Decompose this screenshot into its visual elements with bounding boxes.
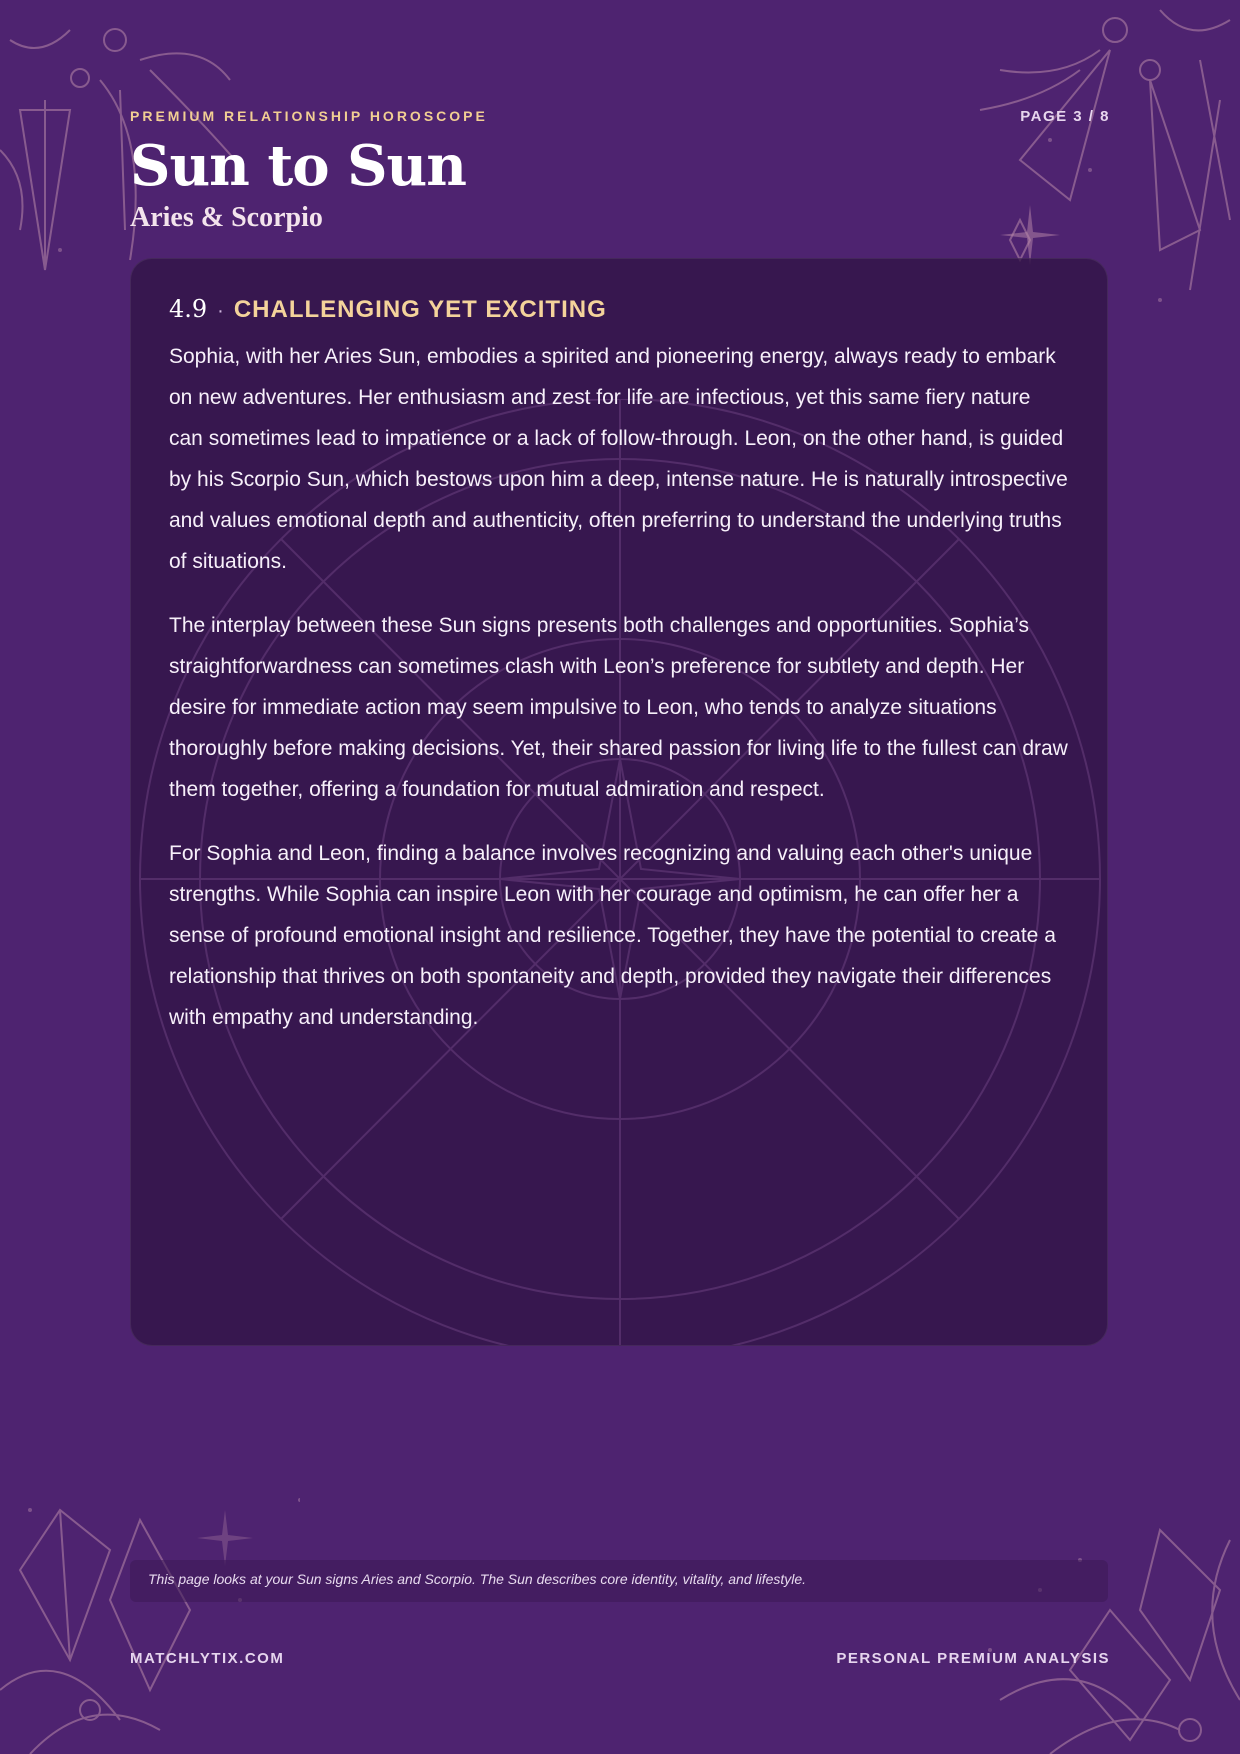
crescent-moon-icon bbox=[1160, 10, 1230, 30]
page-footnote: This page looks at your Sun signs Aries and Scorpio. The Sun describes core identity, vitality, and lifestyle. bbox=[130, 1560, 1108, 1602]
analysis-card bbox=[130, 258, 1108, 1346]
heading-separator: · bbox=[217, 300, 224, 322]
analysis-paragraph-2: The interplay between these Sun signs presents both challenges and opportunities. Sophia’s straightforwardness can sometimes clash with Leon’s preference for subtlety and depth. Her desire for immediate action may seem impulsive to Leon, who tends to analyze situations thoroughly before making decisions. Yet, their shared passion for living life to the fullest can draw them together, offering a foundation for mutual admiration and respect. bbox=[169, 614, 1068, 801]
analysis-paragraph-3: For Sophia and Leon, finding a balance involves recognizing and valuing each other's unique strengths. While Sophia can inspire Leon with her courage and optimism, he can offer her a sense of profound emotional insight and resilience. Together, they have the potential to create a relationship that thrives on both spontaneity and depth, provided they navigate their differences with empathy and understanding. bbox=[169, 842, 1056, 1029]
page-header bbox=[130, 108, 1110, 234]
sparkle-star-icon bbox=[197, 1510, 253, 1566]
bottom-right-crystal-ornament bbox=[960, 1500, 1240, 1754]
bottom-left-crystal-ornament bbox=[0, 1490, 300, 1754]
page-title: Sun to Sun bbox=[130, 133, 466, 199]
compatibility-heading bbox=[169, 295, 1069, 324]
analysis-paragraph-1: Sophia, with her Aries Sun, embodies a spirited and pioneering energy, always ready to embark on new adventures. Her enthusiasm and zest for life are infectious, yet this same fiery nature can sometimes lead to impatience or a lack of follow-through. Leon, on the other hand, is guided by his Scorpio Sun, which bestows upon him a deep, intense nature. He is naturally introspective and values emotional depth and authenticity, often preferring to understand the underlying truths of situations. bbox=[169, 345, 1068, 573]
compatibility-verdict: CHALLENGING YET EXCITING bbox=[233, 296, 607, 323]
page-indicator: PAGE 3 / 8 bbox=[1020, 108, 1110, 125]
footer-tagline: PERSONAL PREMIUM ANALYSIS bbox=[836, 1650, 1110, 1667]
crescent-moon-icon bbox=[10, 30, 70, 48]
page-subtitle: Aries & Scorpio bbox=[130, 202, 323, 234]
report-eyebrow: PREMIUM RELATIONSHIP HOROSCOPE bbox=[130, 108, 488, 124]
compatibility-score: 4.9 bbox=[169, 295, 208, 323]
footer-site-link[interactable]: MATCHLYTIX.COM bbox=[130, 1650, 285, 1667]
